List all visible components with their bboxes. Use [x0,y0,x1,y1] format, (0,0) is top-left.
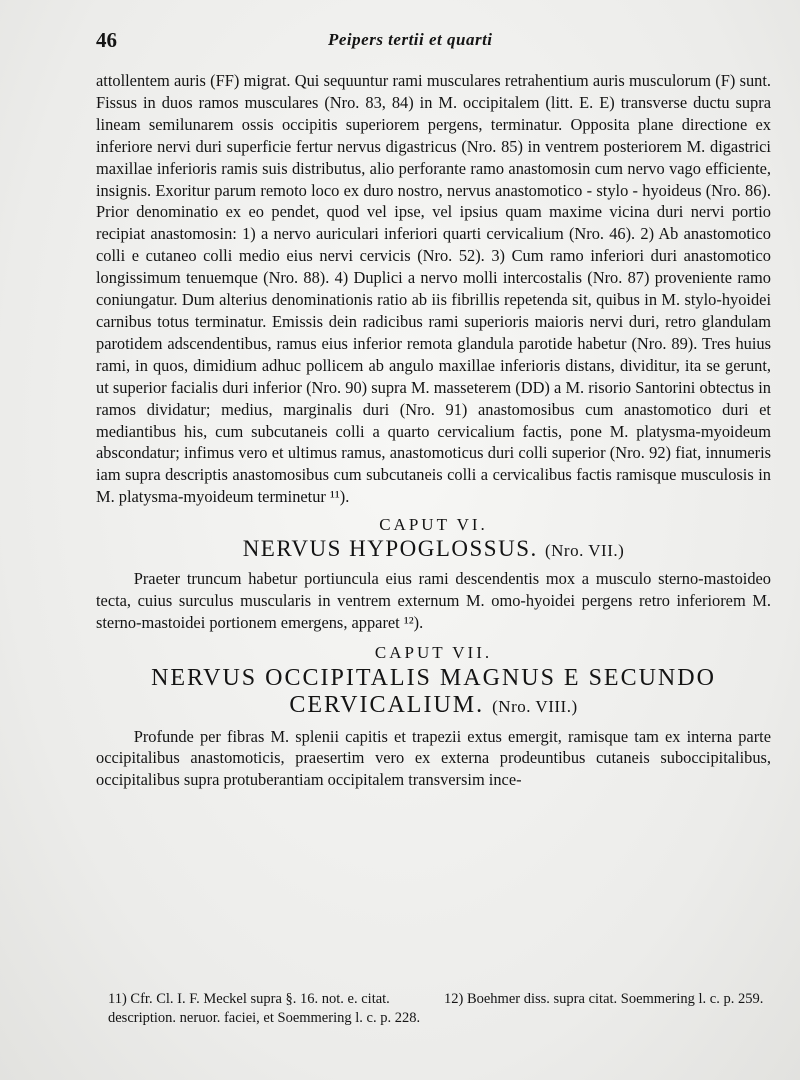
footnote-12: 12) Boehmer diss. supra citat. Soemmering l. c. p. 259. [444,991,764,1007]
chapter-6-heading [96,538,771,562]
chapter-7-label: CAPUT VII. [374,642,493,662]
footnote-11: 11) Cfr. Cl. I. F. Meckel supra §. 16. not. e. citat. description. neruor. faciei, et Soemmering l. c. p. 228. [108,991,421,1026]
chapter-7-title-line-1: NERVUS OCCIPITALIS MAGNUS E SECUNDO [151,664,716,691]
running-head: Peipers tertii et quarti [328,30,493,49]
chapter-6-title: NERVUS HYPOGLOSSUS. [242,536,538,562]
chapter-6-label: CAPUT VI. [379,515,488,535]
chapter-6-number: (Nro. VII.) [544,541,625,561]
main-text [96,70,771,791]
chapter-7-title-line-2: CERVICALIUM. [289,691,485,718]
page-header [96,28,740,58]
page-number: 46 [96,28,117,52]
chapter-6-paragraph: Praeter truncum habetur portiuncula eius rami descendentis mox a musculo sterno-mastoideo tecta, cuius surculus muscularis in ventrem externum M. omo-hyoidei pergens retro inferiorem M. sterno-mastoidei portionem emergens, apparet ¹²). [96,568,771,632]
paragraph-facial-nerve-branches: attollentem auris (FF) migrat. Qui sequuntur rami musculares retrahentium auris musculorum (F) sunt. Fissus in duos ramos musculares (Nro. 83, 84) in M. occipitalem (litt. E. E) transverse ductu supra lineam semilunarem ossis occipitis superiorem pergens, terminatur. Opposita plane directione ex inferiore nervi duri superficie fertur nervus digastricus (Nro. 85) in ventrem posteriorem M. digastrici maxillae inferioris ramis suis distributus, alio perforante ramo anastomosin cum nervo vago efficiente, insignis. Exoritur parum remoto loco ex duro nostro, nervus anastomotico - stylo - hyoideus (Nro. 86). Prior denominatio ex eo pendet, quod vel ipse, vel ipsius quam maxime vicina duri nervi portio recipiat anastomosin: 1) a nervo auriculari inferiori quarti cervicalium (Nro. 46). 2) Ab anastomotico colli e cutaneo colli medio eius nervi cervicis (Nro. 52). 3) Cum ramo inferiori duri anastomotico longissimum tenuemque (Nro. 88). 4) Duplici a nervo molli intercostalis (Nro. 87) proveniente ramo coniungatur. Dum alterius denominationis ratio ab iis fibrillis repetenda sit, quibus in M. stylo-hyoidei carnibus totus terminatur. Emissis dein radicibus rami superioris maioris nervi duri, retro glandulam parotidem adscendentibus, ramus eius inferior remota glandula parotide habetur (Nro. 89). Tres huius rami, in quos, dimidium adhuc pollicem ab angulo maxillae inferioris distans, dividitur, ita se gerunt, ut superior facialis duri inferior (Nro. 90) supra M. masseterem (DD) a M. risorio Santorini obtectus in ramos dividatur; medius, marginalis duri (Nro. 91) anastomosibus cum anastomotico duri et mediantibus his, cum subcutaneis colli a quarto cervicalium factis, pone M. platysma-myoideum abscondatur; infimus vero et ultimus ramus, anastomoticus duri colli superior (Nro. 92) fiat, innumeris iam supra descriptis anastomosibus cum subcutaneis colli a cervicalibus factis ramisque musculosis in M. platysma-myoideum terminetur ¹¹). [96,71,771,507]
chapter-7-heading [96,665,771,720]
chapter-7-paragraph: Profunde per fibras M. splenii capitis et trapezii extus emergit, ramisque tam ex interna parte occipitalibus anastomoticis, praesertim vero ex externa prodeuntibus cutaneis suboccipitalibus, occipitalibus supra protuberantiam occipitalem transversim ince- [96,726,771,790]
chapter-7-number: (Nro. VIII.) [492,696,578,716]
